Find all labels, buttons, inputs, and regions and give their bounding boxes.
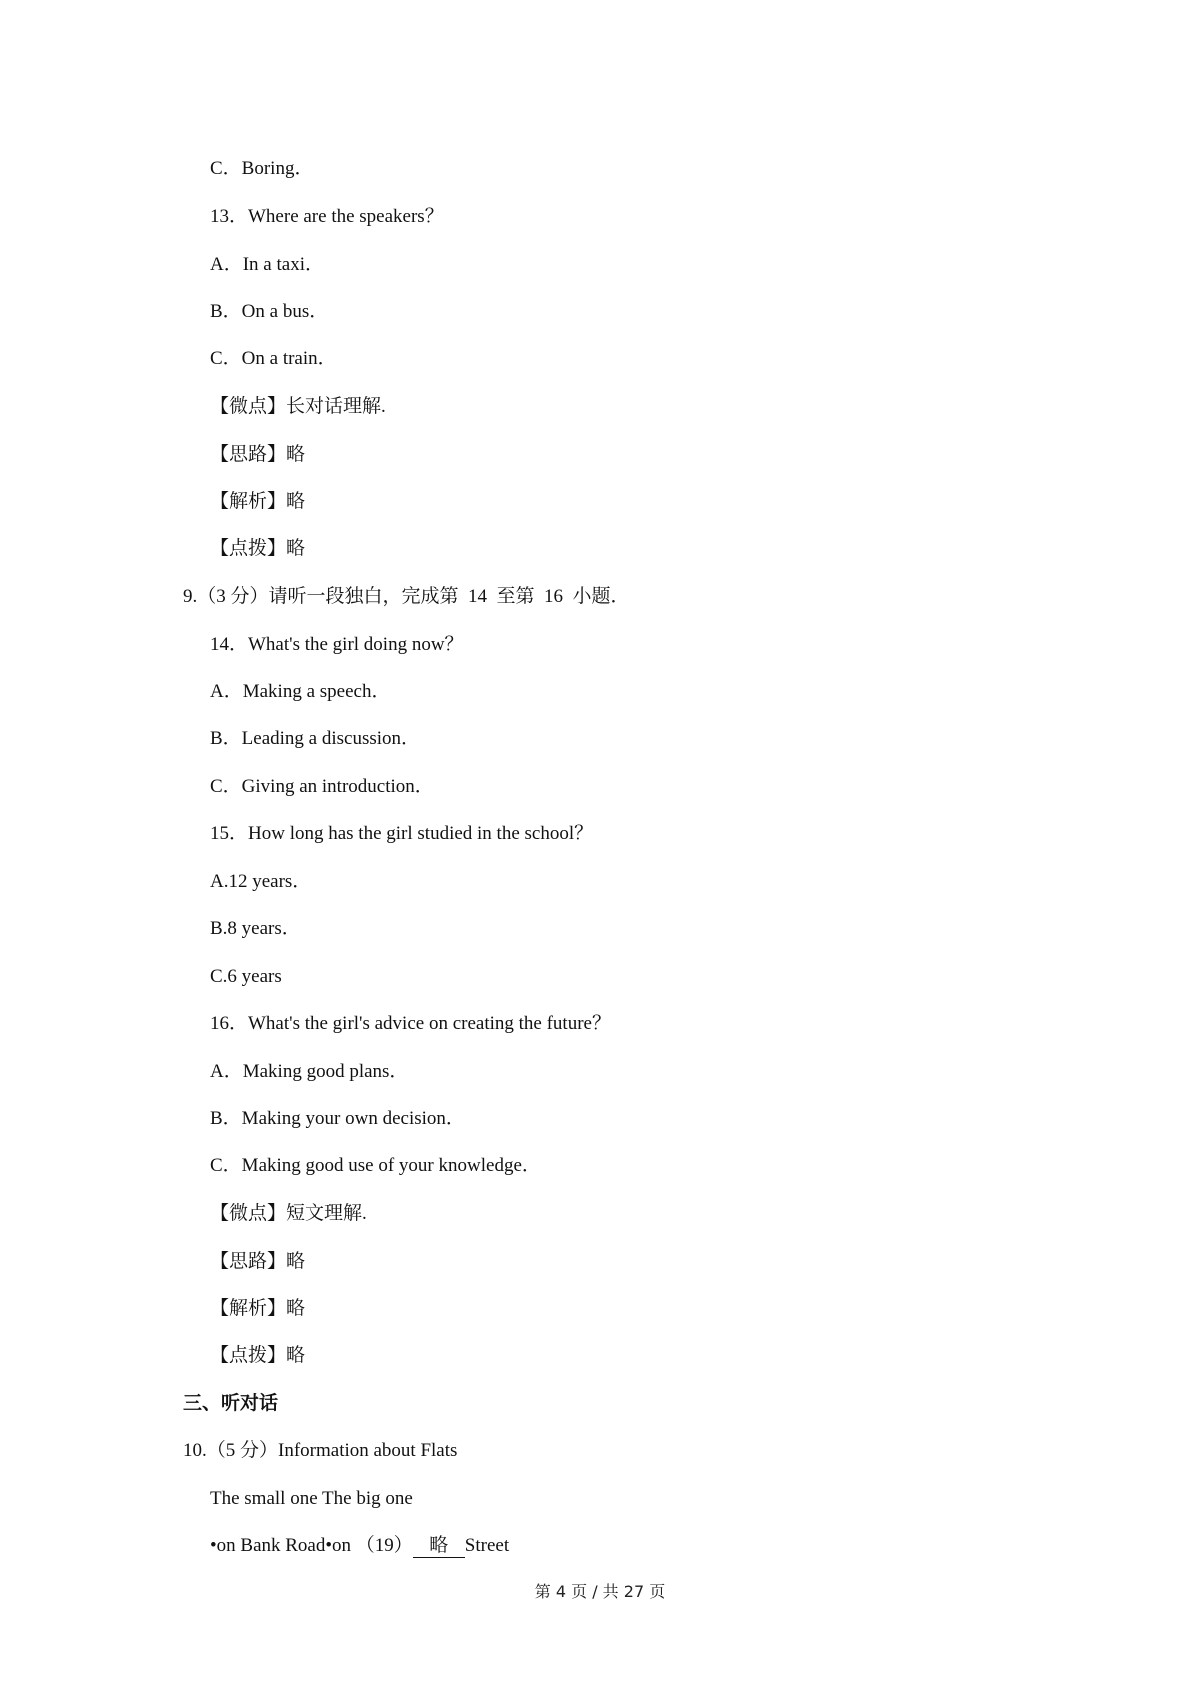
q8-jiexi: 【解析】略 (210, 491, 306, 512)
q15-question: 15．How long has the girl studied in the school？ (210, 823, 594, 844)
flats-row-location (210, 1534, 509, 1558)
q8-weidian: 【微点】长对话理解. (210, 396, 386, 417)
q16-option-b: B．Making your own decision． (210, 1108, 465, 1129)
q15-option-c: C.6 years (210, 966, 282, 987)
section-heading: 三、听对话 (183, 1393, 279, 1414)
q9-heading: 9.（3 分）请听一段独白，完成第 14 至第 16 小题． (183, 586, 630, 607)
flats-row-prefix: •on Bank Road•on （19） (210, 1535, 413, 1556)
q15-option-a: A.12 years． (210, 871, 312, 892)
q9-dianbo: 【点拨】略 (210, 1345, 306, 1366)
q12-option-c: C．Boring． (210, 158, 314, 179)
q14-option-c: C．Giving an introduction． (210, 776, 434, 797)
q13-option-a: A．In a taxi． (210, 254, 324, 275)
q16-option-a: A．Making good plans． (210, 1061, 409, 1082)
q9-weidian: 【微点】短文理解. (210, 1203, 367, 1224)
q14-option-b: B．Leading a discussion． (210, 728, 421, 749)
flats-columns: The small one The big one (210, 1488, 413, 1509)
q9-silu: 【思路】略 (210, 1251, 306, 1272)
flats-row-suffix: Street (464, 1535, 510, 1556)
q13-question: 13．Where are the speakers？ (210, 206, 444, 227)
q15-option-b: B.8 years． (210, 918, 301, 939)
q10-heading: 10.（5 分）Information about Flats (183, 1440, 458, 1461)
q13-option-b: B．On a bus． (210, 301, 329, 322)
page-footer: 第 4 页 / 共 27 页 (534, 1582, 666, 1601)
q14-option-a: A．Making a speech． (210, 681, 391, 702)
q16-option-c: C．Making good use of your knowledge． (210, 1155, 541, 1176)
q13-option-c: C．On a train． (210, 348, 337, 369)
q8-silu: 【思路】略 (210, 444, 306, 465)
q9-jiexi: 【解析】略 (210, 1298, 306, 1319)
q16-question: 16．What's the girl's advice on creating the future？ (210, 1013, 611, 1034)
answer-blank-19: 略 (413, 1535, 465, 1558)
q14-question: 14．What's the girl doing now？ (210, 634, 464, 655)
q8-dianbo: 【点拨】略 (210, 538, 306, 559)
